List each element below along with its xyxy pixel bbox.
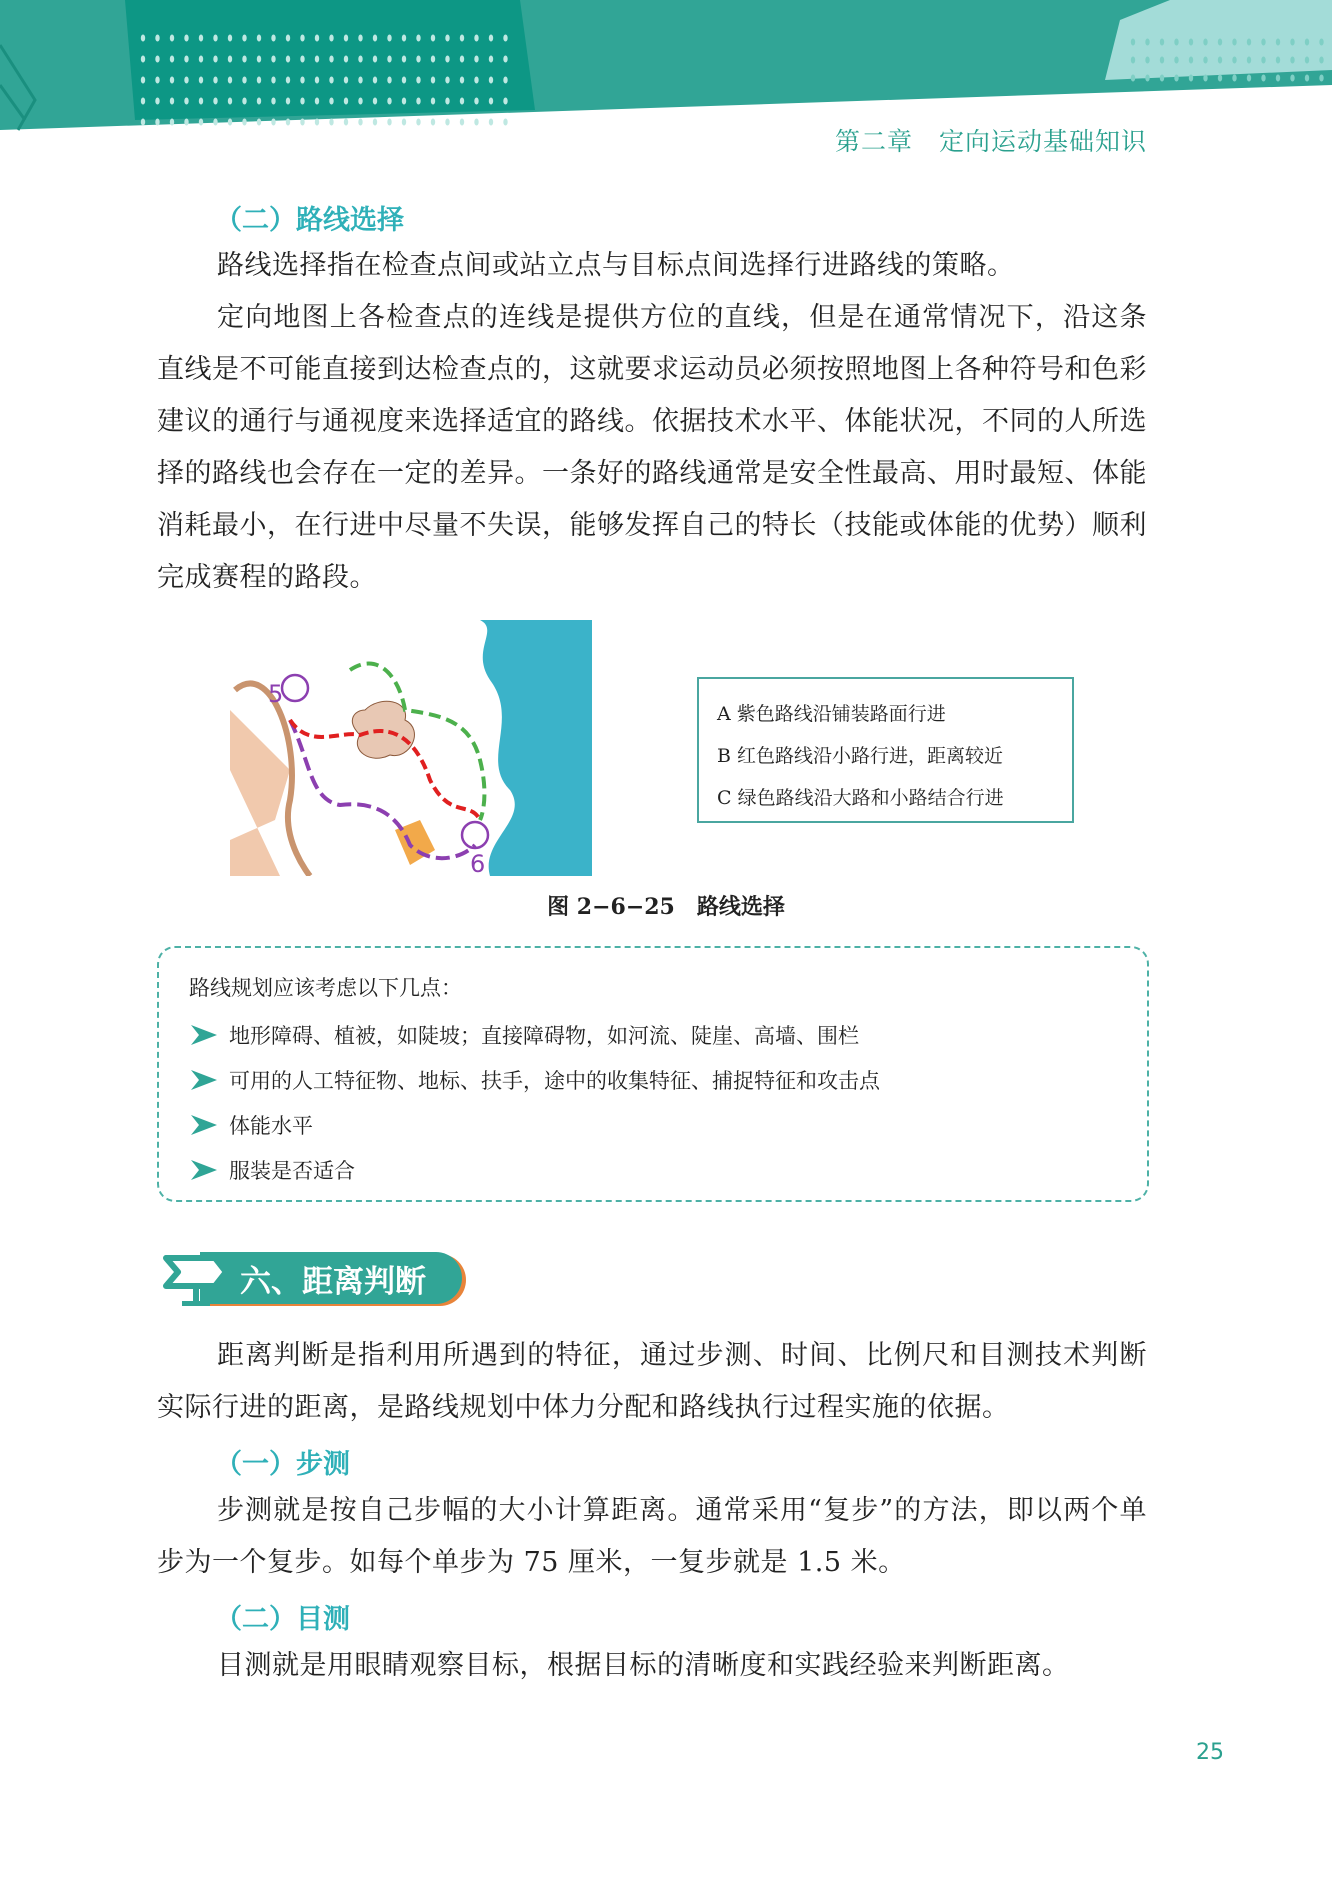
legend-item-c: C 绿色路线沿大路和小路结合行进 [717,787,1004,809]
route-legend [697,677,1074,823]
tip-item [189,1012,1117,1057]
paragraph: 路线选择指在检查点间或站立点与目标点间选择行进路线的策略。 [217,250,1015,281]
header-banner [0,0,1332,140]
page-number: 25 [1196,1740,1224,1765]
tip-box [157,946,1149,1202]
arrow-bullet-icon [189,1113,219,1137]
subheading-visual-estimation: （二）目测 [215,1604,350,1635]
tip-item-text: 地形障碍、植被，如陡坡；直接障碍物，如河流、陡崖、高墙、围栏 [229,1023,859,1048]
arrow-bullet-icon [189,1158,219,1182]
tip-item [189,1057,1117,1102]
tip-item [189,1102,1117,1147]
arrow-bullet-icon [189,1068,219,1092]
orienteering-map-image [230,620,592,876]
legend-item-a: A 紫色路线沿铺装路面行进 [717,703,946,725]
tip-item [189,1147,1117,1192]
section-title: 六、距离判断 [240,1264,426,1300]
control-5-label: 5 [268,680,284,708]
arrow-bullet-icon [189,1023,219,1047]
paragraph: 定向地图上各检查点的连线是提供方位的直线，但是在通常情况下，沿这条直线是不可能直接到达检查点的，这就要求运动员必须按照地图上各种符号和色彩建议的通行与通视度来选择适宜的路线。依据技术水平、体能状况，不同的人所选择的路线也会存在一定的差异。一条好的路线通常是安全性最高、用时最短、体能消耗最小，在行进中尽量不失误，能够发挥自己的特长（技能或体能的优势）顺利完成赛程的路段。 [157,302,1147,593]
paragraph: 距离判断是指利用所遇到的特征，通过步测、时间、比例尺和目测技术判断实际行进的距离，是路线规划中体力分配和路线执行过程实施的依据。 [157,1340,1147,1423]
tip-title: 路线规划应该考虑以下几点： [189,976,462,1000]
chapter-title: 第二章 定向运动基础知识 [834,127,1147,156]
tip-item-text: 体能水平 [229,1113,313,1138]
control-6-label: 6 [470,850,486,876]
figure-caption: 图 2−6−25 路线选择 [547,894,785,920]
subheading-route-selection: （二）路线选择 [215,205,404,236]
legend-item-b: B 红色路线沿小路行进，距离较近 [717,745,1004,767]
subheading-pacing: （一）步测 [215,1449,350,1480]
paragraph: 目测就是用眼睛观察目标，根据目标的清晰度和实践经验来判断距离。 [217,1650,1070,1681]
tip-item-text: 服装是否适合 [229,1158,355,1183]
paragraph: 步测就是按自己步幅的大小计算距离。通常采用“复步”的方法，即以两个单步为一个复步。如每个单步为 75 厘米，一复步就是 1.5 米。 [157,1495,1147,1578]
tip-item-text: 可用的人工特征物、地标、扶手，途中的收集特征、捕捉特征和攻击点 [229,1068,880,1093]
section-title-banner [160,1244,490,1306]
